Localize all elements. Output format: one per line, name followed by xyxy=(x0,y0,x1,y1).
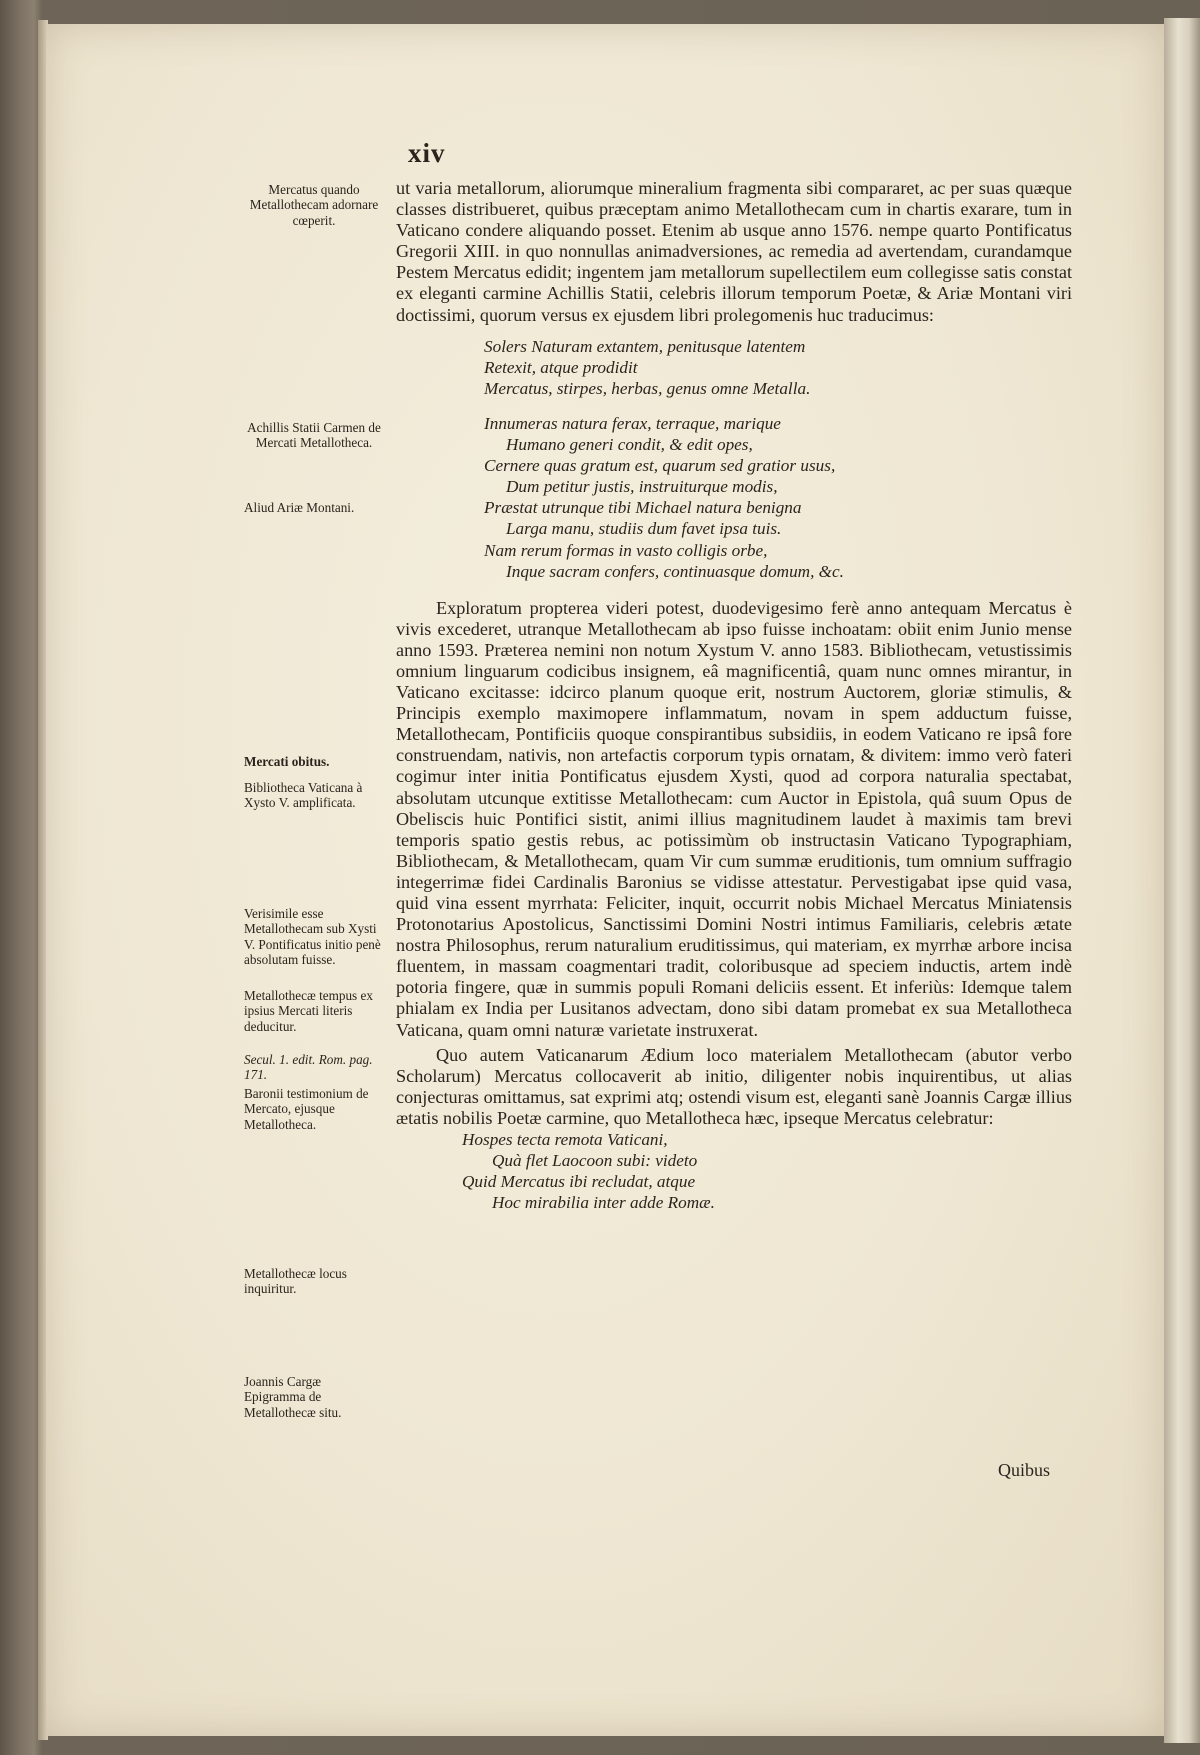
verse-line: Dum petitur justis, instruiturque modis, xyxy=(506,477,778,497)
verse-line: Humano generi condit, & edit opes, xyxy=(506,435,753,455)
margin-note: Mercatus quando Metallothecam adornare cœperit. xyxy=(249,182,379,228)
margin-note: Mercati obitus. xyxy=(244,754,330,769)
verse-line: Solers Naturam extantem, penitusque latentem xyxy=(484,336,806,356)
page-number: xiv xyxy=(408,138,446,168)
catchword: Quibus xyxy=(998,1460,1051,1480)
margin-note: Baronii testimonium de Mercato, ejusque Metallotheca. xyxy=(244,1086,369,1132)
verse-line: Innumeras natura ferax, terraque, marique xyxy=(484,413,781,433)
margin-note: Secul. 1. edit. Rom. pag. 171. xyxy=(244,1052,373,1083)
paragraph-2: Exploratum propterea videri potest, duodevigesimo ferè anno antequam Mercatus è vivis excederet, utranque Metallothecam ab ipso fuisse inchoatam: obiit enim Junio mense anno 1593. Præterea nemini non notum Xystum V. anno 1583. Bibliothecam, vetustissimis omnium linguarum codicibus insignem, eâ magnificentiâ, quam nunc omnes mirantur, in Vaticano excitasse: idcirco planum quoque erit, nostrum Auctorem, gloriæ stimulis, & Principis exemplo maximopere inflammatum, novam in spem adductum fuisse, Metallothecam, Pontificiis quoque conspirantibus subsidiis, in eodem Vaticano re ipsâ fore construendam, nativis, non artefactis corporum typis ornatam, & divitem: immo verò fateri cogimur inter initia Pontificatus ejusdem Xysti, quod ad corpora naturalia spectabat, absolutam utcunque extitisse Metallothecam: cum Auctor in Epistola, quâ suum Opus de Obeliscis huic Pontifici sistit, animi illius magnitudinem laudet à maximis tam brevi temporis spatio gestis rebus, ac potissimùm ob instructasin Vaticano Typographiam, Bibliothecam, & Metallothecam, quam Vir cum summæ eruditionis, tum omnium suffragio integerrimæ fidei Cardinalis Baronius se vidisse attestatur. Pervestigabat ipse quid vasa, quid vina essent myrrhata: Feliciter, inquit, occurrit nobis Michael Mercatus Miniatensis Protonotarius Apostolicus, Sanctissimi Domini Nostri intimus Familiaris, celebris ætate nostra Philosophus, rerum naturalium eruditissimus, qui materiam, ex myrrhæ arbore incisa fluentem, in massam coagmentari tradit, coloribusque ad speciem inductis, artem indè potoria fingere, quæ in summis populi Romani deliciis essent. Et inferiùs: Idemque talem phialam ex India per Lusitanos advectam, dono sibi datam promebat ex sua Metallotheca Vaticana, quam omni naturæ varietate instruxerat. xyxy=(396,597,1072,1040)
paragraph-3: Quo autem Vaticanarum Ædium loco materialem Metallothecam (abutor verbo Scholarum) Mercatus collocaverit ab initio, diligenter nobis inquirentibus, ut alias conjecturas omittamus, sat exprimi atq; ostendi visum est, eleganti sanè Joannis Cargæ illius ætatis nobilis Poetæ carmine, quo Metallotheca hæc, ipseque Mercatus celebratur: xyxy=(396,1044,1072,1128)
verse-line: Larga manu, studiis dum favet ipsa tuis. xyxy=(506,519,782,539)
verse-line: Cernere quas gratum est, quarum sed gratior usus, xyxy=(484,456,836,476)
verse-line: Retexit, atque prodidit xyxy=(484,357,638,377)
main-text-column xyxy=(396,178,1072,1213)
verse-line: Hoc mirabilia inter adde Romæ. xyxy=(492,1193,715,1213)
margin-note: Metallothecæ tempus ex ipsius Mercati literis deducitur. xyxy=(244,988,373,1034)
verse-line: Hospes tecta remota Vaticani, xyxy=(462,1130,668,1150)
verse-line: Quà flet Laocoon subi: videto xyxy=(492,1151,698,1171)
verse-line: Nam rerum formas in vasto colligis orbe, xyxy=(484,540,768,560)
verse-carga xyxy=(396,1129,1072,1213)
margin-note: Verisimile esse Metallothecam sub Xysti V. Pontificatus initio penè absolutam fuisse. xyxy=(244,906,381,968)
book-spine xyxy=(1164,18,1200,1743)
verse-statius xyxy=(396,336,1072,399)
margin-note: Bibliotheca Vaticana à Xysto V. amplificata. xyxy=(244,780,363,811)
verse-line: Quid Mercatus ibi recludat, atque xyxy=(462,1172,696,1192)
verse-line: Mercatus, stirpes, herbas, genus omne Metalla. xyxy=(484,378,811,398)
margin-note: Joannis Cargæ Epigramma de Metallothecæ situ. xyxy=(244,1374,342,1420)
margin-note: Metallothecæ locus inquiritur. xyxy=(244,1266,347,1297)
verse-line: Inque sacram confers, continuasque domum, &c. xyxy=(506,561,844,581)
margin-note: Achillis Statii Carmen de Mercati Metallotheca. xyxy=(247,420,381,451)
margin-note: Aliud Ariæ Montani. xyxy=(244,500,355,515)
verse-montanus xyxy=(396,413,1072,582)
paragraph-1: ut varia metallorum, aliorumque mineralium fragmenta sibi compararet, ac per suas quæque classes distribueret, quibus præceptam animo Metallothecam cum in chartis exarare, tum in Vaticano condere aliquando posset. Etenim ab usque anno 1576. nempe quarto Pontificatus Gregorii XIII. in quo nonnullas animadversiones, ac remedia ad avertendam, curandamque Pestem Mercatus edidit; ingentem jam metallorum supellectilem eum collegisse satis constat ex eleganti carmine Achillis Statii, celebris illorum temporum Poetæ, & Ariæ Montani viri doctissimi, quorum versus ex ejusdem libri prolegomenis huc traducimus: xyxy=(396,178,1072,325)
verse-line: Præstat utrunque tibi Michael natura benigna xyxy=(484,498,802,518)
